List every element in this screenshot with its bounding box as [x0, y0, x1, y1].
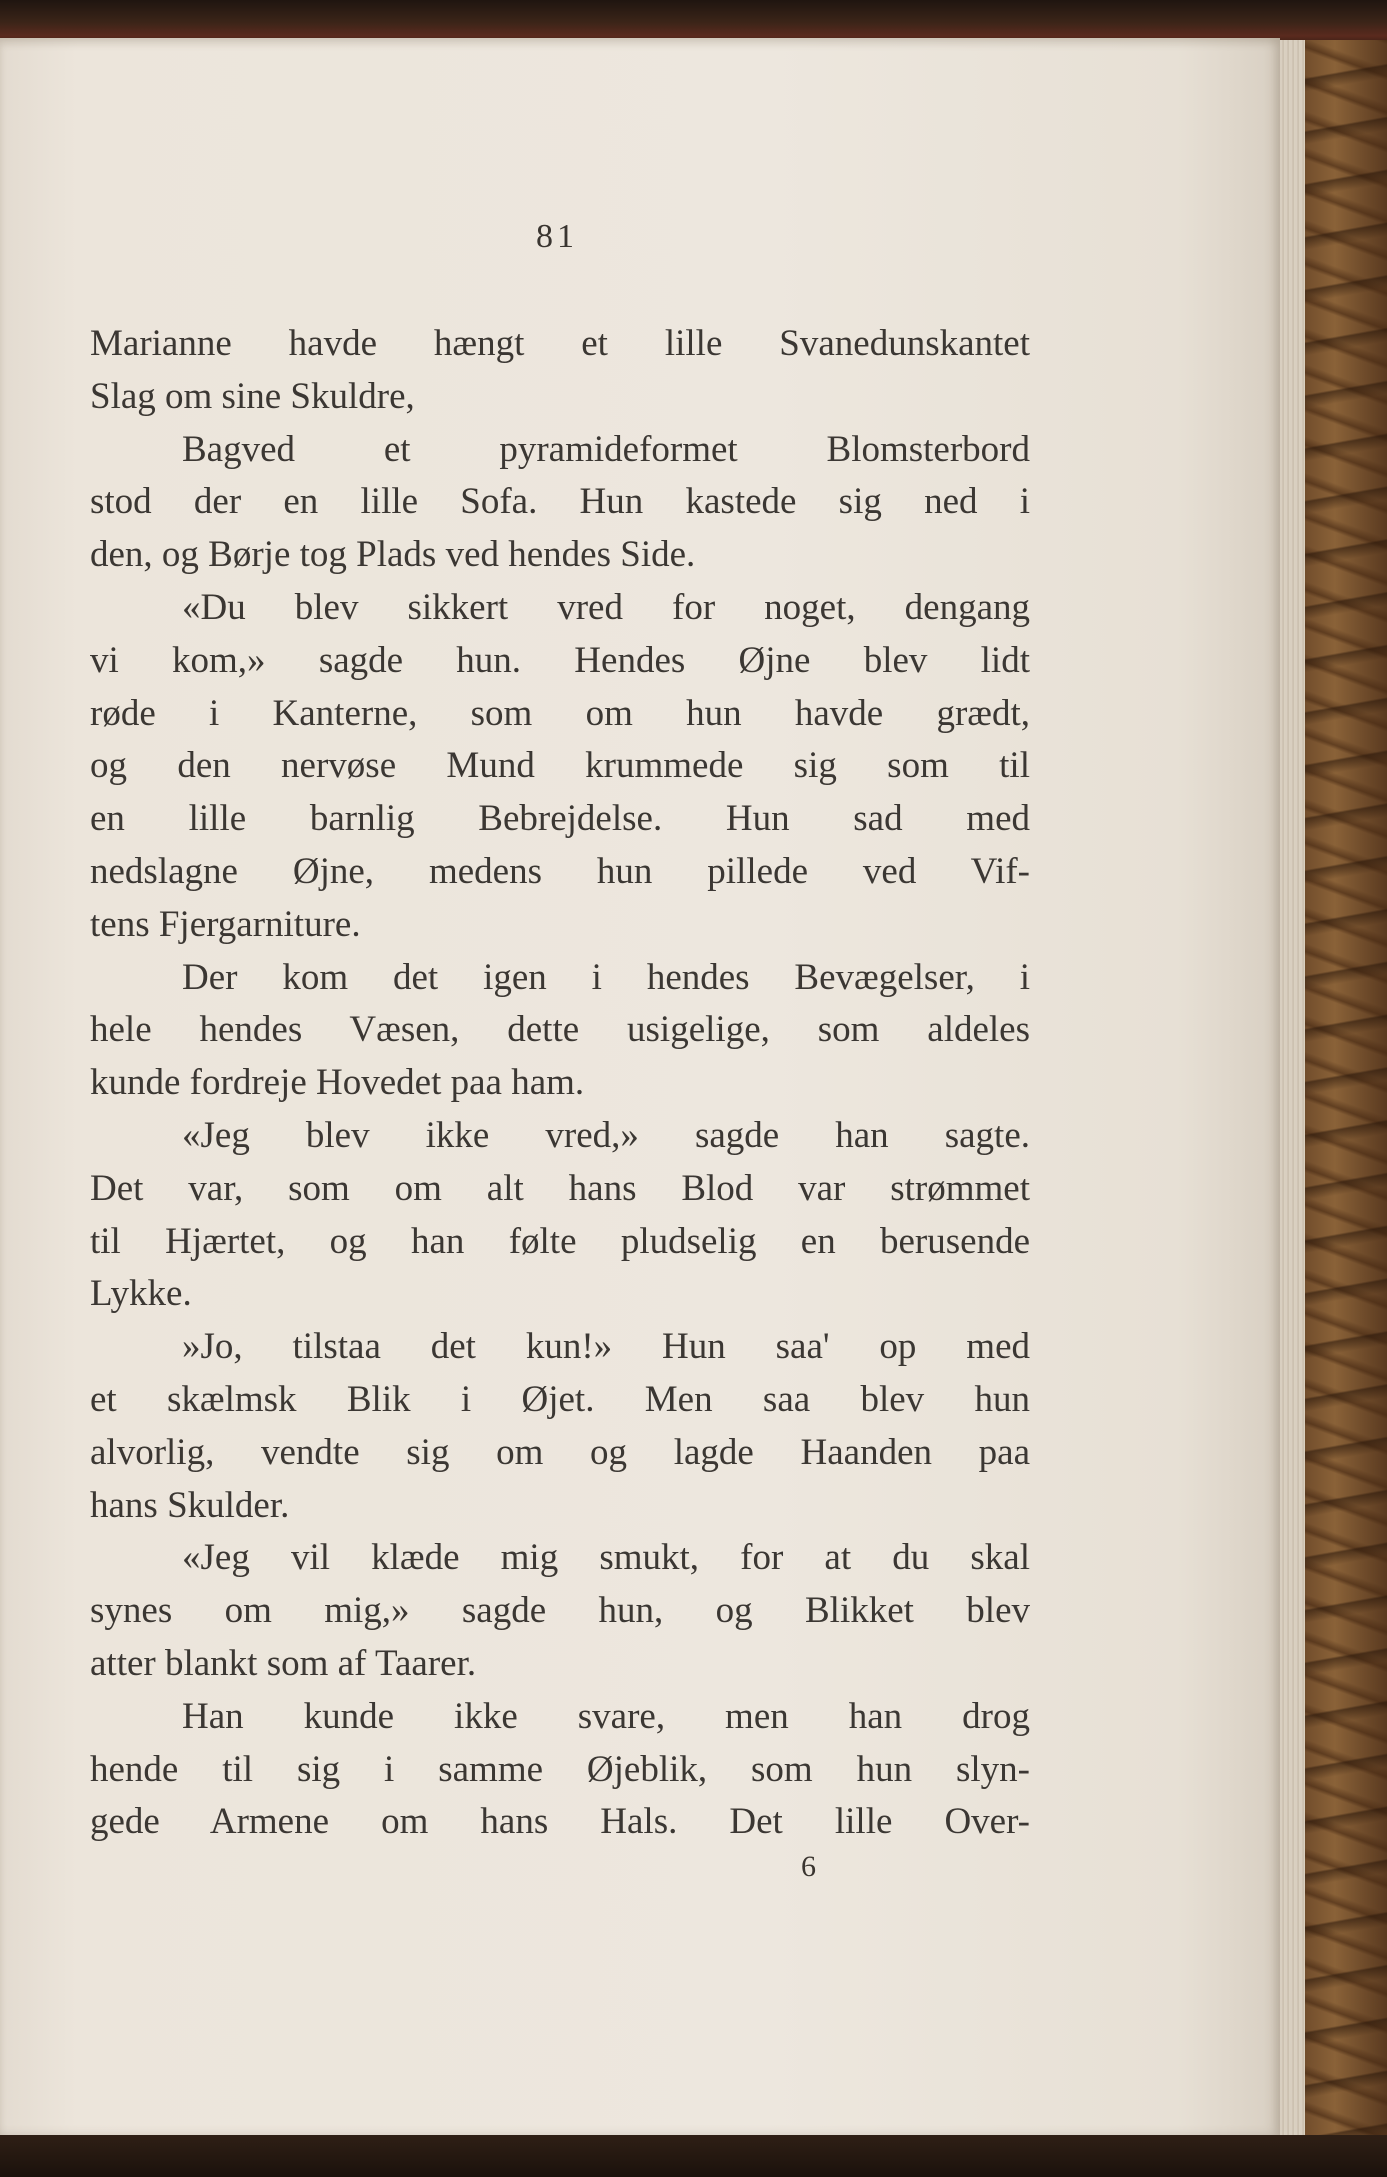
text-line: alvorlig, vendte sig om og lagde Haanden paa	[90, 1431, 1030, 1473]
text-line: «Du blev sikkert vred for noget, dengang	[182, 586, 1030, 628]
text-line: den, og Børje tog Plads ved hendes Side.	[90, 534, 696, 576]
text-line: røde i Kanterne, som om hun havde grædt,	[90, 692, 1030, 734]
text-line: «Jeg blev ikke vred,» sagde han sagte.	[182, 1114, 1030, 1156]
book-cover-edge	[1300, 40, 1387, 2135]
text-line: nedslagne Øjne, medens hun pillede ved Vif-	[90, 850, 1030, 892]
text-line: atter blankt som af Taarer.	[90, 1642, 477, 1684]
text-line: tens Fjergarniture.	[90, 903, 361, 945]
signature-mark: 6	[801, 1850, 816, 1883]
text-line: hele hendes Væsen, dette usigelige, som aldeles	[90, 1009, 1030, 1051]
page-number: 81	[536, 218, 578, 255]
text-line: »Jo, tilstaa det kun!» Hun saa' op med	[182, 1326, 1030, 1368]
text-line: hans Skulder.	[90, 1484, 290, 1526]
text-line: Det var, som om alt hans Blod var strømmet	[90, 1167, 1030, 1209]
text-line: hende til sig i samme Øjeblik, som hun slyn-	[90, 1748, 1030, 1790]
text-line: en lille barnlig Bebrejdelse. Hun sad med	[90, 798, 1030, 840]
body-text	[90, 318, 1030, 1849]
text-line: Bagved et pyramideformet Blomsterbord	[182, 428, 1030, 470]
text-line: stod der en lille Sofa. Hun kastede sig ned i	[90, 481, 1030, 523]
text-line: «Jeg vil klæde mig smukt, for at du skal	[182, 1537, 1030, 1579]
text-line: Lykke.	[90, 1273, 192, 1315]
book-bottom-edge	[0, 2135, 1387, 2177]
text-line: et skælmsk Blik i Øjet. Men saa blev hun	[90, 1378, 1030, 1420]
text-line: kunde fordreje Hovedet paa ham.	[90, 1062, 585, 1104]
text-line: vi kom,» sagde hun. Hendes Øjne blev lidt	[90, 639, 1030, 681]
text-line: Han kunde ikke svare, men han drog	[182, 1695, 1030, 1737]
text-line: Slag om sine Skuldre,	[90, 375, 415, 417]
text-line: Der kom det igen i hendes Bevægelser, i	[182, 956, 1030, 998]
text-line: synes om mig,» sagde hun, og Blikket blev	[90, 1590, 1030, 1632]
text-line: til Hjærtet, og han følte pludselig en berusende	[90, 1220, 1030, 1262]
text-line: Marianne havde hængt et lille Svanedunskantet	[90, 323, 1030, 364]
text-line: og den nervøse Mund krummede sig som til	[90, 745, 1030, 787]
text-line: gede Armene om hans Hals. Det lille Over-	[90, 1801, 1030, 1843]
